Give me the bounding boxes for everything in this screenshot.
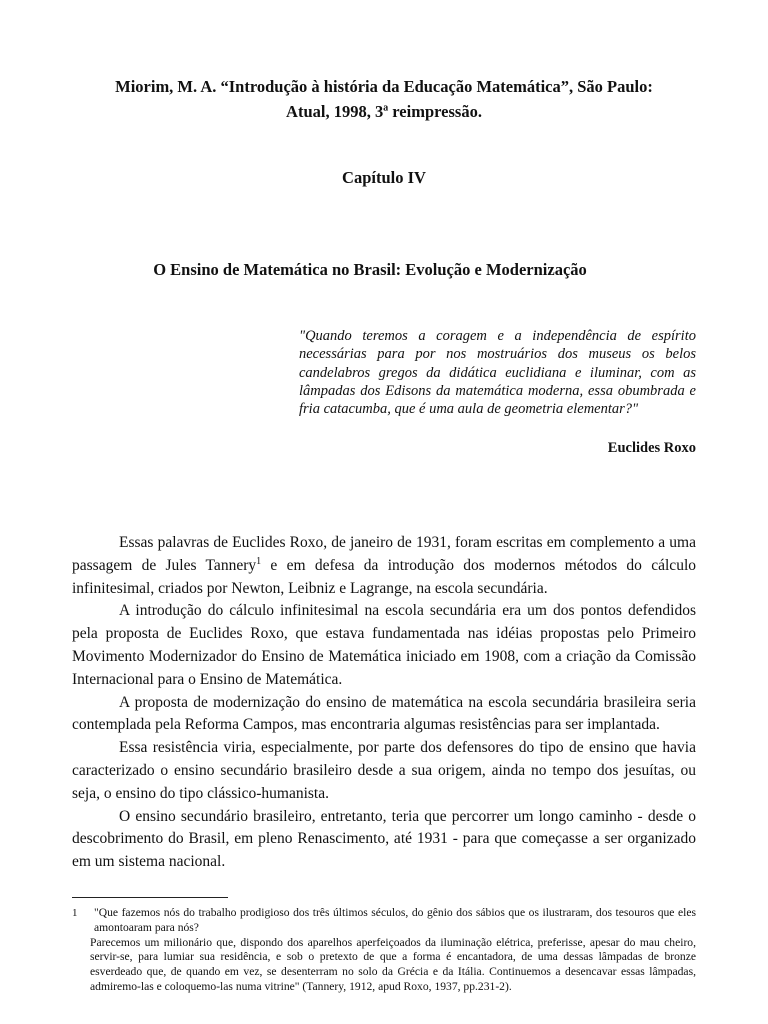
paragraph-2: A introdução do cálculo infinitesimal na escola secundária era um dos pontos defendidos pela proposta de Euclides Roxo, que estava fundamentada nas idéias propostas pelo Primeiro Movimento Modernizador do Ensino de Matemática iniciado em 1908, com a criação da Comissão Internacional para o Ensino de Matemática.: [72, 602, 696, 688]
paragraph-1: [72, 532, 696, 600]
reference-line-2: Atual, 1998, 3ª reimpressão.: [286, 102, 482, 121]
footnote-number: 1: [72, 907, 78, 919]
epigraph-quote: "Quando teremos a coragem e a independência de espírito necessárias para por nos mostruários dos museus os belos candelabros gregos da didática euclidiana e iluminar, com as lâmpadas dos Edisons da matemática moderna, essa obumbrada e fria catacumba, que é uma aula de geometria elementar?": [299, 328, 696, 418]
paragraph-3: A proposta de modernização do ensino de matemática na escola secundária brasileira seria contemplada pela Reforma Campos, mas encontraria algumas resistências para ser implantada.: [72, 693, 696, 734]
epigraph-author: Euclides Roxo: [607, 440, 696, 456]
body-text: [72, 532, 696, 874]
paragraph-1-start: Essas palavras de Euclides Roxo, de janeiro de 1931, foram escritas em complemento a uma passagem de Jules Tannery: [72, 534, 696, 574]
chapter-title: O Ensino de Matemática no Brasil: Evolução e Modernização: [153, 260, 587, 279]
chapter-heading: Capítulo IV: [342, 168, 426, 187]
reference-line-1: Miorim, M. A. “Introdução à história da Educação Matemática”, São Paulo:: [115, 77, 653, 96]
footnote-reference-1: 1: [256, 555, 262, 567]
paragraph-1-end: e em defesa da introdução dos modernos métodos do cálculo infinitesimal, criados por Newton, Leibniz e Lagrange, na escola secundária.: [72, 556, 696, 597]
footnote-first-line: [72, 906, 696, 936]
footnote-separator: [72, 897, 228, 898]
paragraph-5: O ensino secundário brasileiro, entretanto, teria que percorrer um longo caminho - desde o descobrimento do Brasil, em pleno Renascimento, até 1931 - para que começasse a ser organizado em um sistema nacional.: [72, 807, 696, 871]
footnote-text-1: "Que fazemos nós do trabalho prodigioso dos três últimos séculos, do gênio dos sábios que os ilustraram, dos tesouros que eles amontoaram para nós?: [94, 906, 696, 934]
footnote-text-2: Parecemos um milionário que, dispondo dos aparelhos aperfeiçoados da iluminação elétrica, preferisse, apesar do mau cheiro, servir-se, para lumiar sua residência, e sob o pretexto de que a forma é encantadora, de uma dessas lâmpadas de bronze esverdeado que, de quando em vez, se desenterram no solo da Grécia e da Itália. Continuemos a desencavar essas lâmpadas, admiremo-las e coloquemo-las numa vitrine" (Tannery, 1912, apud Roxo, 1937, pp.231-2).: [90, 935, 696, 993]
paragraph-4: Essa resistência viria, especialmente, por parte dos defensores do tipo de ensino que havia caracterizado o ensino secundário brasileiro desde a sua origem, ainda no tempo dos jesuítas, ou seja, o ensino do tipo clássico-humanista.: [72, 739, 696, 802]
bibliographic-reference: [70, 74, 698, 124]
footnote: [72, 906, 696, 995]
